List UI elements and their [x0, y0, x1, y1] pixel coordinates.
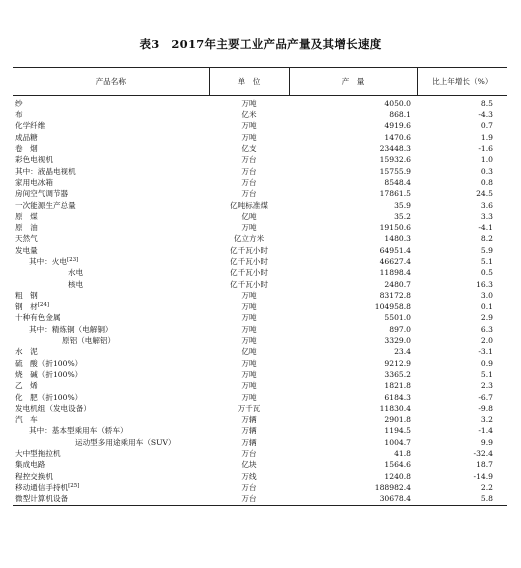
product-name: 程控交换机 — [15, 471, 53, 481]
product-name-cell — [13, 392, 209, 403]
growth-cell: 9.9 — [480, 437, 493, 447]
unit-cell: 亿块 — [241, 460, 257, 470]
product-name-cell — [13, 448, 209, 459]
output-cell: 6184.3 — [384, 392, 411, 402]
table-row — [13, 493, 507, 505]
unit-cell: 万辆 — [241, 437, 257, 447]
unit-cell: 万吨 — [241, 290, 257, 300]
unit-cell: 万辆 — [241, 415, 257, 425]
growth-cell: 0.3 — [480, 166, 493, 176]
product-name-cell — [13, 132, 209, 143]
output-cell: 1004.7 — [384, 437, 411, 447]
product-name-cell — [13, 437, 209, 448]
product-name: 移动通信手持机 — [15, 482, 69, 492]
table-row — [13, 403, 507, 414]
product-name: 十种有色金属 — [15, 313, 61, 323]
product-name-cell — [13, 154, 209, 165]
product-name: 核电 — [68, 279, 84, 289]
product-name: 微型计算机设备 — [15, 494, 69, 504]
product-name: 其中：火电 — [29, 257, 67, 266]
growth-cell: -6.7 — [478, 392, 493, 402]
growth-cell: 8.2 — [480, 234, 493, 244]
unit-cell: 亿支 — [241, 144, 257, 154]
product-name-cell — [13, 290, 209, 301]
table-row — [13, 143, 507, 154]
output-cell: 5501.0 — [384, 313, 411, 323]
product-name: 发电机组（发电设备） — [15, 403, 91, 413]
product-name-cell — [13, 335, 209, 346]
product-name: 水 泥 — [15, 347, 38, 357]
footnote-ref: [23] — [66, 257, 79, 263]
product-name-cell — [13, 121, 209, 132]
table-row — [13, 324, 507, 335]
output-cell: 17861.5 — [379, 189, 411, 199]
output-cell: 2480.7 — [384, 279, 411, 289]
unit-cell: 万辆 — [241, 426, 257, 436]
unit-cell: 万吨 — [241, 302, 257, 312]
unit-cell: 亿千瓦小时 — [230, 268, 268, 278]
product-name: 集成电路 — [15, 460, 46, 470]
table-row — [13, 121, 507, 132]
product-name: 化 肥（折100%） — [15, 392, 83, 402]
table-row — [13, 290, 507, 301]
table-row — [13, 301, 507, 312]
output-cell: 4919.6 — [384, 121, 411, 131]
product-name-cell — [13, 426, 209, 437]
growth-cell: 2.3 — [480, 381, 493, 391]
output-cell: 1564.6 — [384, 460, 411, 470]
product-name: 发电量 — [15, 245, 38, 255]
product-name-cell — [13, 211, 209, 222]
unit-cell: 万吨 — [241, 336, 257, 346]
table-row — [13, 256, 507, 267]
unit-cell: 万吨 — [241, 132, 257, 142]
output-cell: 11898.4 — [379, 268, 411, 278]
header-growth: 比上年增长（%） — [417, 68, 507, 96]
table-row — [13, 166, 507, 177]
output-cell: 104958.8 — [374, 302, 411, 312]
unit-cell: 亿千瓦小时 — [230, 245, 268, 255]
growth-cell: 0.8 — [480, 177, 493, 187]
product-name-cell — [13, 245, 209, 256]
output-cell: 15755.9 — [379, 166, 411, 176]
product-name: 汽 车 — [15, 415, 38, 425]
unit-cell: 万线 — [241, 471, 257, 481]
product-name: 彩色电视机 — [15, 155, 53, 165]
product-name: 大中型拖拉机 — [15, 449, 61, 459]
table-row — [13, 177, 507, 188]
product-name: 化学纤维 — [15, 121, 46, 131]
unit-cell: 万吨 — [241, 98, 257, 108]
output-cell: 4050.0 — [384, 98, 411, 108]
product-name: 房间空气调节器 — [15, 189, 69, 199]
product-name: 原 油 — [15, 223, 38, 233]
unit-cell: 万台 — [241, 494, 257, 504]
output-cell: 1821.8 — [384, 381, 411, 391]
table-row — [13, 426, 507, 437]
product-name-cell — [13, 109, 209, 120]
table-row — [13, 245, 507, 256]
output-cell: 15932.6 — [379, 155, 411, 165]
table-row — [13, 460, 507, 471]
product-name-cell — [13, 222, 209, 233]
unit-cell: 万吨 — [241, 369, 257, 379]
product-name: 纱 — [15, 98, 23, 108]
product-name-cell — [13, 166, 209, 177]
unit-cell: 万台 — [241, 189, 257, 199]
table-row — [13, 132, 507, 143]
unit-cell: 万吨 — [241, 313, 257, 323]
growth-cell: 1.0 — [480, 155, 493, 165]
table-row — [13, 380, 507, 391]
growth-cell: -3.1 — [478, 347, 493, 357]
output-cell: 868.1 — [389, 110, 411, 120]
unit-cell: 亿吨标准煤 — [230, 200, 268, 210]
product-name-cell — [13, 200, 209, 211]
product-name-cell — [13, 256, 209, 267]
unit-cell: 亿吨 — [241, 347, 257, 357]
product-name-cell — [13, 188, 209, 199]
footnote-ref: [25] — [68, 482, 80, 489]
table-row — [13, 96, 507, 110]
product-name-cell — [13, 380, 209, 391]
unit-cell: 万台 — [241, 177, 257, 187]
unit-cell: 亿立方米 — [233, 234, 265, 244]
product-name: 运动型多用途乘用车（SUV） — [75, 437, 176, 447]
unit-cell: 亿米 — [241, 110, 257, 120]
product-name-cell — [13, 234, 209, 245]
product-name: 卷 烟 — [15, 144, 38, 154]
table-row — [13, 313, 507, 324]
growth-cell: -1.4 — [478, 426, 493, 436]
output-cell: 3329.0 — [384, 336, 411, 346]
growth-cell: 0.1 — [480, 302, 493, 312]
product-name-cell — [13, 358, 209, 369]
table-row — [13, 437, 507, 448]
table-row — [13, 154, 507, 165]
product-name: 其中：基本型乘用车（轿车） — [29, 426, 128, 436]
header-output: 产 量 — [289, 68, 417, 96]
product-name-cell — [13, 347, 209, 358]
product-name: 粗 钢 — [15, 290, 38, 300]
product-name: 家用电冰箱 — [15, 177, 53, 187]
unit-cell: 亿千瓦小时 — [230, 257, 268, 266]
product-name-cell — [13, 177, 209, 188]
product-name-cell — [13, 403, 209, 414]
table-row — [13, 358, 507, 369]
product-name-cell — [13, 324, 209, 335]
product-name-cell — [13, 369, 209, 380]
output-cell: 23.4 — [394, 347, 411, 357]
product-name: 其中：液晶电视机 — [15, 166, 76, 176]
unit-cell: 万吨 — [241, 358, 257, 368]
growth-cell: 6.3 — [480, 324, 493, 334]
table-row — [13, 392, 507, 403]
product-name: 原铝（电解铝） — [62, 336, 116, 346]
product-name: 乙 烯 — [15, 381, 38, 391]
table-title: 表3 2017年主要工业产品产量及其增长速度 — [139, 37, 382, 51]
table-row — [13, 448, 507, 459]
growth-cell: 5.1 — [480, 369, 493, 379]
unit-cell: 万台 — [241, 449, 257, 459]
unit-cell: 万吨 — [241, 392, 257, 402]
product-name: 烧 碱（折100%） — [15, 369, 83, 379]
product-name: 布 — [15, 110, 23, 120]
output-cell: 64951.4 — [379, 245, 411, 255]
product-name: 一次能源生产总量 — [15, 200, 76, 210]
unit-cell: 万台 — [241, 155, 257, 165]
growth-cell: 3.6 — [480, 200, 493, 210]
unit-cell: 亿吨 — [241, 211, 257, 221]
growth-cell: 0.9 — [480, 358, 493, 368]
product-name: 天然气 — [15, 234, 38, 244]
unit-cell: 万吨 — [241, 381, 257, 391]
table-body — [13, 96, 507, 506]
table-row — [13, 414, 507, 425]
output-cell: 1194.5 — [384, 426, 411, 436]
table-row — [13, 222, 507, 233]
product-name-cell — [13, 143, 209, 154]
table-row — [13, 482, 507, 493]
output-cell: 19150.6 — [379, 223, 411, 233]
product-name-cell — [13, 482, 209, 493]
product-name: 其中：精炼铜（电解铜） — [29, 324, 113, 334]
output-cell: 1470.6 — [384, 132, 411, 142]
growth-cell: -14.9 — [473, 471, 493, 481]
growth-cell: -4.3 — [478, 110, 493, 120]
output-cell: 11830.4 — [379, 403, 411, 413]
product-name: 硫 酸（折100%） — [15, 358, 83, 368]
growth-cell: 3.0 — [480, 290, 493, 300]
unit-cell: 万台 — [241, 166, 257, 176]
growth-cell: 3.2 — [480, 415, 493, 425]
table-row — [13, 234, 507, 245]
header-unit: 单 位 — [209, 68, 289, 96]
growth-cell: 5.8 — [480, 494, 493, 504]
unit-cell: 万吨 — [241, 223, 257, 233]
table-row — [13, 279, 507, 290]
output-cell: 897.0 — [389, 324, 411, 334]
growth-cell: 1.9 — [480, 132, 493, 142]
unit-cell: 万吨 — [241, 121, 257, 131]
growth-cell: 2.0 — [480, 336, 493, 346]
growth-cell: 5.1 — [480, 257, 493, 266]
growth-cell: -4.1 — [478, 223, 493, 233]
table-row — [13, 109, 507, 120]
product-name-cell — [13, 267, 209, 278]
table-row — [13, 347, 507, 358]
industrial-output-table — [13, 67, 507, 506]
output-cell: 188982.4 — [374, 482, 411, 492]
unit-cell: 万台 — [241, 482, 257, 492]
growth-cell: 24.5 — [476, 189, 493, 199]
growth-cell: -1.6 — [478, 144, 493, 154]
product-name-cell — [13, 414, 209, 425]
product-name-cell — [13, 460, 209, 471]
growth-cell: 2.9 — [480, 313, 493, 323]
growth-cell: -9.8 — [478, 403, 493, 413]
output-cell: 35.9 — [394, 200, 411, 210]
output-cell: 9212.9 — [384, 358, 411, 368]
output-cell: 2901.8 — [384, 415, 411, 425]
output-cell: 1240.8 — [384, 471, 411, 481]
growth-cell: 2.2 — [480, 482, 493, 492]
output-cell: 8548.4 — [384, 177, 411, 187]
growth-cell: 18.7 — [476, 460, 493, 470]
product-name-cell — [13, 313, 209, 324]
product-name-cell — [13, 279, 209, 290]
growth-cell: -32.4 — [473, 449, 493, 459]
output-cell: 1480.3 — [384, 234, 411, 244]
growth-cell: 0.5 — [480, 268, 493, 278]
product-name: 水电 — [68, 268, 84, 278]
header-product-name: 产品名称 — [95, 76, 126, 86]
output-cell: 35.2 — [394, 211, 411, 221]
product-name-cell — [13, 301, 209, 312]
table-header — [13, 68, 507, 96]
output-cell: 41.8 — [394, 449, 411, 459]
growth-cell: 5.9 — [480, 245, 493, 255]
table-row — [13, 211, 507, 222]
growth-cell: 0.7 — [480, 121, 493, 131]
output-cell: 23448.3 — [379, 144, 411, 154]
unit-cell: 亿千瓦小时 — [230, 279, 268, 289]
product-name: 成品糖 — [15, 132, 38, 142]
growth-cell: 16.3 — [476, 279, 493, 289]
output-cell: 30678.4 — [379, 494, 411, 504]
output-cell: 83172.8 — [379, 290, 411, 300]
output-cell: 46627.4 — [379, 257, 411, 266]
table-row — [13, 267, 507, 278]
table-row — [13, 200, 507, 211]
growth-cell: 3.3 — [480, 211, 493, 221]
table-row — [13, 188, 507, 199]
growth-cell: 8.5 — [480, 98, 493, 108]
product-name-cell — [13, 471, 209, 482]
product-name: 原 煤 — [15, 211, 38, 221]
product-name-cell — [13, 96, 209, 110]
product-name-cell — [13, 493, 209, 505]
output-cell: 3365.2 — [384, 369, 411, 379]
table-row — [13, 369, 507, 380]
table-row — [13, 471, 507, 482]
unit-cell: 万吨 — [241, 324, 257, 334]
unit-cell: 万千瓦 — [237, 403, 261, 413]
table-row — [13, 335, 507, 346]
footnote-ref: [24] — [37, 302, 50, 309]
product-name: 钢 材 — [15, 302, 38, 312]
